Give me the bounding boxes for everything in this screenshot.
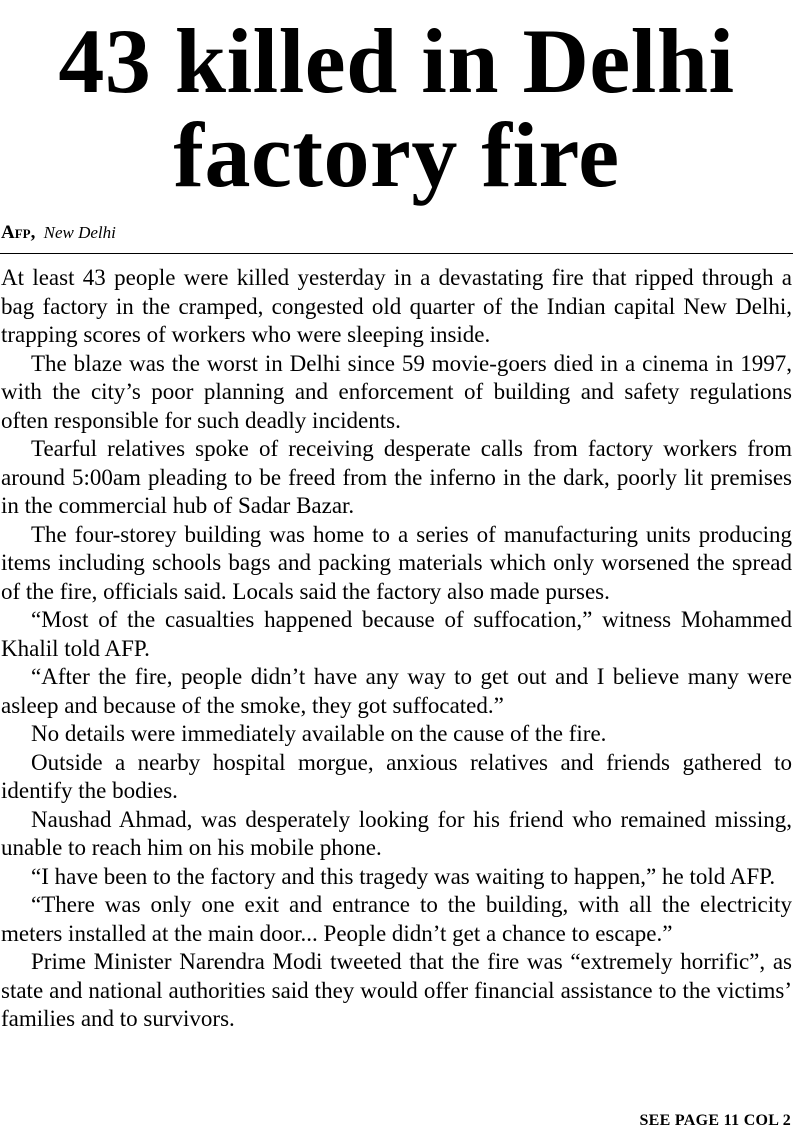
- article-body: [1, 264, 792, 1034]
- paragraph-11: “There was only one exit and entrance to the building, with all the electricity meters installed at the main door... People didn’t get a chance to escape.”: [1, 892, 792, 946]
- paragraph-7: No details were immediately available on the cause of the fire.: [31, 721, 607, 746]
- paragraph-5: “Most of the casualties happened because of suffocation,” witness Mohammed Khalil told AFP.: [1, 607, 792, 661]
- headline: [0, 10, 793, 206]
- paragraph-9: Naushad Ahmad, was desperately looking for his friend who remained missing, unable to reach him on his mobile phone.: [1, 806, 792, 860]
- paragraph-8: Outside a nearby hospital morgue, anxious relatives and friends gathered to identify the bodies.: [1, 749, 792, 803]
- paragraph-1: At least 43 people were killed yesterday in a devastating fire that ripped through a bag factory in the cramped, congested old quarter of the Indian capital New Delhi, trapping scores of workers who were sleeping inside.: [1, 265, 792, 347]
- byline-dateline: New Delhi: [43, 223, 116, 242]
- byline-agency: Afp,: [1, 222, 36, 243]
- paragraph-2: The blaze was the worst in Delhi since 59 movie-goers died in a cinema in 1997, with the city’s poor planning and enforcement of building and safety regulations often responsible for such deadly incidents.: [1, 350, 792, 433]
- paragraph-3: Tearful relatives spoke of receiving desperate calls from factory workers from around 5:00am pleading to be freed from the inferno in the dark, poorly lit premises in the commercial hub of Sadar Bazar.: [1, 436, 792, 518]
- paragraph-12: Prime Minister Narendra Modi tweeted that the fire was “extremely horrific”, as state and national authorities said they would offer financial assistance to the victims’ families and to survivors.: [1, 949, 792, 1031]
- byline: [1, 222, 116, 244]
- byline-divider: [0, 253, 793, 254]
- paragraph-4: The four-storey building was home to a series of manufacturing units producing items including schools bags and packing materials which only worsened the spread of the fire, officials said. Locals said the factory also made purses.: [1, 521, 792, 604]
- continuation-line: SEE PAGE 11 COL 2: [639, 1112, 791, 1129]
- headline-line-1: 43 killed in Delhi: [58, 10, 735, 112]
- paragraph-10: “I have been to the factory and this tragedy was waiting to happen,” he told AFP.: [31, 863, 776, 889]
- headline-line-2: factory fire: [173, 104, 620, 206]
- paragraph-6: “After the fire, people didn’t have any way to get out and I believe many were asleep and because of the smoke, they got suffocated.”: [1, 664, 792, 718]
